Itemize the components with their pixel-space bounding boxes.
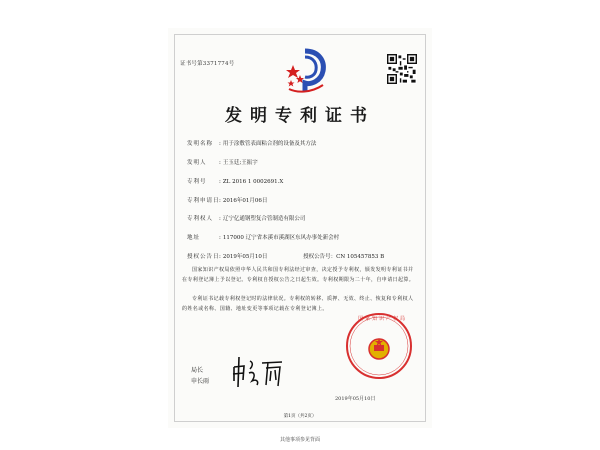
director-title: 局长	[191, 367, 204, 374]
field-application-date: 专利申请日: 2016年01月06日	[187, 198, 268, 204]
signature-labels	[191, 365, 209, 387]
field-label: 发明名称	[187, 141, 214, 147]
field-value: 用于涂敷管表面粘合剂的设备及其方法	[222, 141, 317, 147]
field-patentee: 专利权人 : 辽宁亿通钢塑复合管制造有限公司	[187, 216, 306, 222]
announcement-number: 授权公告号：CN 105457853 B	[303, 254, 385, 260]
certificate-number: 证书号第3371774号	[180, 61, 235, 67]
field-inventor: 发明人 : 王玉廷;王振宇	[187, 160, 258, 166]
certificate-page	[168, 28, 432, 428]
field-value: 117000 辽宁省本溪市溪湖区东风办事处新会村	[222, 235, 340, 241]
field-invention-name: 发明名称 : 用于涂敷管表面粘合剂的设备及其方法	[187, 141, 317, 147]
field-address: 地址 : 117000 辽宁省本溪市溪湖区东风办事处新会村	[187, 235, 340, 241]
seal-date: 2019年05月10日	[335, 396, 376, 402]
field-value: ZL 2016 1 0002691.X	[222, 179, 284, 185]
handwritten-signature	[230, 351, 285, 391]
field-value: 辽宁亿通钢塑复合管制造有限公司	[222, 216, 306, 222]
certificate-paragraph: 国家知识产权局依照中华人民共和国专利法经过审查，决定授予专利权，颁发发明专利证书并在专利登记簿上予以登记。专利权自授权公告之日起生效。专利权期限为二十年，自申请日起算。	[182, 267, 415, 283]
certificate-paragraph: 专利证书记载专利权登记时的法律状况。专利权的转移、质押、无效、终止、恢复和专利权人的姓名或名称、国籍、地址变更等事项记载在专利登记簿上。	[182, 296, 414, 312]
seal-text: 国家知识产权局	[358, 316, 408, 322]
page-number: 第1页（共2页）	[283, 414, 317, 419]
field-label: 专利权人	[187, 216, 214, 222]
field-label: 发明人	[187, 160, 207, 166]
qr-code	[387, 54, 417, 84]
field-patent-number: 专利号 : ZL 2016 1 0002691.X	[187, 179, 284, 185]
patent-office-logo	[283, 47, 328, 96]
field-value: 2016年01月06日	[222, 198, 268, 204]
field-value: 王玉廷;王振宇	[222, 160, 258, 166]
director-name: 申长雨	[191, 378, 210, 385]
footer-note: 其他事项参见背面	[279, 437, 320, 443]
field-label: 地址	[187, 235, 201, 241]
field-label: 专利号	[187, 179, 207, 185]
field-grant-date: 授权公告日: 2019年05月10日 授权公告号：CN 105457853 B	[187, 254, 385, 260]
field-label: 专利申请日	[187, 198, 220, 204]
field-value: 2019年05月10日	[222, 254, 268, 260]
certificate-title: 发明专利证书	[225, 106, 375, 126]
field-label: 授权公告日	[187, 254, 220, 260]
